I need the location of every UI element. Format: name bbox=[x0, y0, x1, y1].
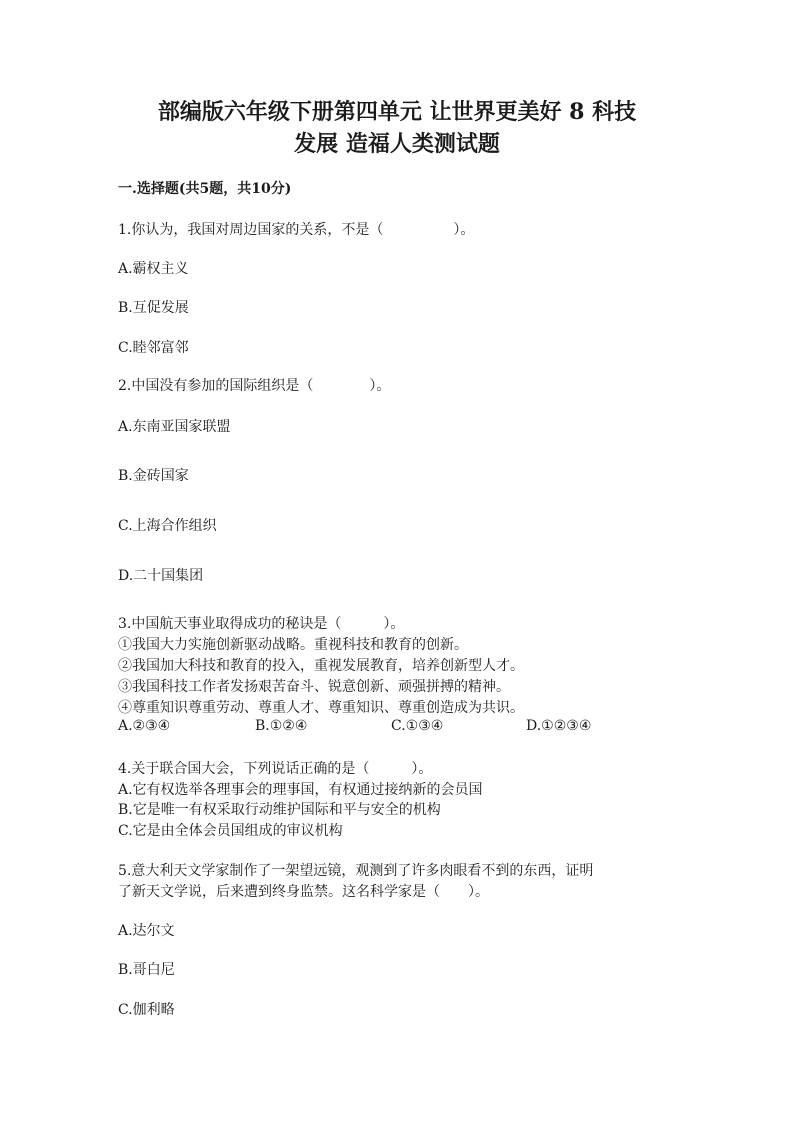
question-3-statement-3: ③我国科技工作者发扬艰苦奋斗、锐意创新、顽强拼搏的精神。 bbox=[118, 679, 510, 695]
question-1-option-b: B.互促发展 bbox=[118, 300, 189, 316]
question-3-statement-2: ②我国加大科技和教育的投入，重视发展教育，培养创新型人才。 bbox=[118, 658, 524, 674]
question-3-option-a: A.②③④ bbox=[118, 718, 171, 734]
question-5-stem-line-2: 了新天文学说，后来遭到终身监禁。这名科学家是（ ）。 bbox=[118, 884, 489, 900]
question-1-option-c: C.睦邻富邻 bbox=[118, 340, 189, 356]
question-4-option-a: A.它有权选举各理事会的理事国，有权通过接纳新的会员国 bbox=[118, 782, 483, 798]
question-1-option-a: A.霸权主义 bbox=[118, 261, 189, 277]
question-4-option-b: B.它是唯一有权采取行动维护国际和平与安全的机构 bbox=[118, 802, 441, 818]
section-heading: 一.选择题(共5题，共10分) bbox=[118, 181, 292, 197]
question-3-statement-1: ①我国大力实施创新驱动战略。重视科技和教育的创新。 bbox=[118, 637, 468, 653]
question-4-option-c: C.它是由全体会员国组成的审议机构 bbox=[118, 823, 343, 839]
question-5-stem-line-1: 5.意大利天文学家制作了一架望远镜，观测到了许多肉眼看不到的东西，证明 bbox=[118, 863, 594, 879]
question-3-stem: 3.中国航天事业取得成功的秘诀是（ ）。 bbox=[118, 616, 405, 632]
question-2-option-a: A.东南亚国家联盟 bbox=[118, 419, 231, 435]
question-3-option-b: B.①②④ bbox=[255, 718, 308, 734]
question-4-stem: 4.关于联合国大会，下列说话正确的是（ ）。 bbox=[118, 761, 433, 777]
question-2-option-b: B.金砖国家 bbox=[118, 468, 189, 484]
page-title bbox=[100, 96, 694, 160]
question-2-stem: 2.中国没有参加的国际组织是（ ）。 bbox=[118, 378, 391, 394]
question-5-option-c: C.伽利略 bbox=[118, 1002, 175, 1018]
question-2-option-d: D.二十国集团 bbox=[118, 568, 204, 584]
question-2-option-c: C.上海合作组织 bbox=[118, 518, 217, 534]
question-3-options bbox=[118, 718, 678, 738]
title-line-2: 发展 造福人类测试题 bbox=[294, 131, 500, 157]
question-5-option-b: B.哥白尼 bbox=[118, 962, 175, 978]
question-3-statement-4: ④尊重知识尊重劳动、尊重人才、尊重知识、尊重创造成为共识。 bbox=[118, 700, 524, 716]
question-1-stem: 1.你认为，我国对周边国家的关系，不是（ ）。 bbox=[118, 222, 475, 238]
question-3-option-d: D.①②③④ bbox=[526, 718, 592, 734]
question-3-option-c: C.①③④ bbox=[391, 718, 444, 734]
question-5-option-a: A.达尔文 bbox=[118, 923, 175, 939]
title-line-1: 部编版六年级下册第四单元 让世界更美好 8 科技 bbox=[157, 99, 637, 125]
